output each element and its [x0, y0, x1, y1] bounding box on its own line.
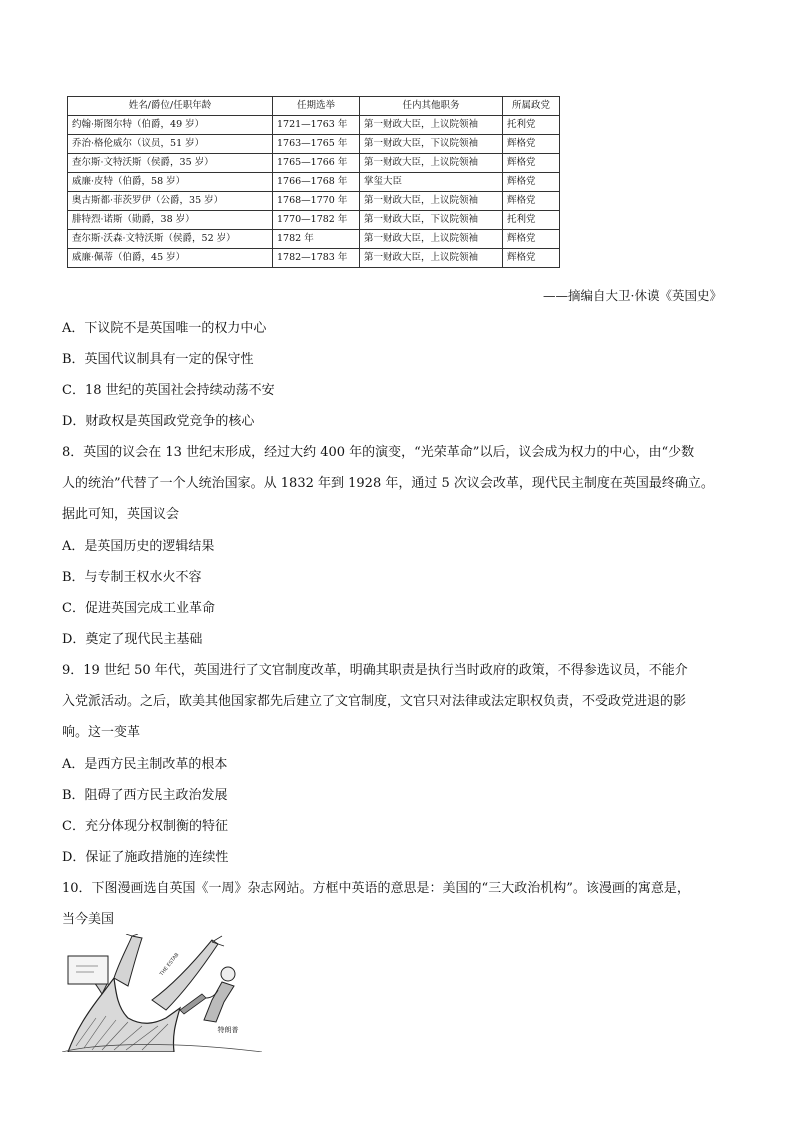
table-row [68, 192, 560, 211]
table-row [68, 173, 560, 192]
table-cell: 1782—1783 年 [273, 249, 360, 268]
table-cell: 1770—1782 年 [273, 211, 360, 230]
q8-stem-line-1: 8．英国的议会在 13 世纪末形成，经过大约 400 年的演变，“光荣革命”以后，议会成为权力的中心，由“少数 [62, 445, 695, 460]
q7-option-b: B．英国代议制具有一定的保守性 [62, 352, 254, 367]
q9-stem-line-1: 9．19 世纪 50 年代，英国进行了文官制度改革，明确其职责是执行当时政府的政策，不得参选议员，不能介 [62, 663, 688, 678]
table-header-cell: 任内其他职务 [360, 97, 503, 116]
table-row [68, 116, 560, 135]
table-row [68, 249, 560, 268]
table-cell: 第一财政大臣，上议院领袖 [360, 154, 503, 173]
table-cell: 第一财政大臣，下议院领袖 [360, 135, 503, 154]
figure-head [221, 967, 235, 981]
q10-stem-line-1: 10．下图漫画选自英国《一周》杂志网站。方框中英语的意思是：美国的“三大政治机构”。该漫画的寓意是， [62, 881, 690, 896]
table-cell: 掌玺大臣 [360, 173, 503, 192]
q9-option-c: C．充分体现分权制衡的特征 [62, 819, 228, 834]
table-cell: 乔治·格伦威尔（议员，51 岁） [68, 135, 273, 154]
table-cell: 托利党 [503, 211, 560, 230]
table-header-cell: 姓名/爵位/任职年龄 [68, 97, 273, 116]
q7-option-c: C．18 世纪的英国社会持续动荡不安 [62, 383, 275, 398]
figure-body [204, 982, 234, 1022]
table-cell: 查尔斯·沃森·文特沃斯（侯爵，52 岁） [68, 230, 273, 249]
table-cell: 第一财政大臣，上议院领袖 [360, 230, 503, 249]
table-cell: 辉格党 [503, 154, 560, 173]
table-cell: 辉格党 [503, 249, 560, 268]
minister-table-container [67, 96, 560, 268]
table-cell: 辉格党 [503, 135, 560, 154]
q8-option-b: B．与专制王权水火不容 [62, 570, 202, 585]
table-cell: 辉格党 [503, 173, 560, 192]
trump-label: 特朗普 [217, 1026, 239, 1034]
q8-stem-line-2: 人的统治”代替了一个人统治国家。从 1832 年到 1928 年，通过 5 次议会改革，现代民主制度在英国最终确立。 [62, 476, 714, 491]
table-cell: 1763—1765 年 [273, 135, 360, 154]
table-row [68, 135, 560, 154]
table-cell: 第一财政大臣，上议院领袖 [360, 192, 503, 211]
table-cell: 1766—1768 年 [273, 173, 360, 192]
table-cell: 辉格党 [503, 192, 560, 211]
table-row [68, 230, 560, 249]
table-cell: 1768—1770 年 [273, 192, 360, 211]
table-cell: 辉格党 [503, 230, 560, 249]
table-cell: 第一财政大臣，上议院领袖 [360, 116, 503, 135]
q9-stem-line-3: 响。这一变革 [62, 725, 141, 740]
table-cell: 约翰·斯图尔特（伯爵，49 岁） [68, 116, 273, 135]
q9-stem-line-2: 入党派活动。之后，欧美其他国家都先后建立了文官制度，文官只对法律或法定职权负责，不受政党进退的影 [62, 694, 687, 709]
table-cell: 奥古斯都·菲茨罗伊（公爵，35 岁） [68, 192, 273, 211]
table-header-cell: 所属政党 [503, 97, 560, 116]
table-cell: 威廉·皮特（伯爵，58 岁） [68, 173, 273, 192]
trunk-text: THE ESTAB [158, 951, 181, 978]
minister-table [67, 96, 560, 268]
upper-branch [114, 936, 142, 986]
table-cell: 腓特烈·诺斯（勋爵，38 岁） [68, 211, 273, 230]
table-cell: 第一财政大臣，上议院领袖 [360, 249, 503, 268]
q9-option-d: D．保证了施政措施的连续性 [62, 850, 229, 865]
table-cell: 1782 年 [273, 230, 360, 249]
table-cell: 威廉·佩蒂（伯爵，45 岁） [68, 249, 273, 268]
q8-option-c: C．促进英国完成工业革命 [62, 601, 215, 616]
table-cell: 第一财政大臣，下议院领袖 [360, 211, 503, 230]
q10-stem-line-2: 当今美国 [62, 912, 115, 927]
saw [180, 994, 206, 1014]
table-row [68, 154, 560, 173]
q8-option-a: A．是英国历史的逻辑结果 [62, 539, 215, 554]
sign-box [68, 956, 108, 984]
table-cell: 1721—1763 年 [273, 116, 360, 135]
q7-option-d: D．财政权是英国政党竞争的核心 [62, 414, 255, 429]
table-header-row [68, 97, 560, 116]
table-cell: 托利党 [503, 116, 560, 135]
table-row [68, 211, 560, 230]
table-header-cell: 任期选举 [273, 97, 360, 116]
table-cell: 1765—1766 年 [273, 154, 360, 173]
q9-option-b: B．阻碍了西方民主政治发展 [62, 788, 228, 803]
table-cell: 查尔斯·文特沃斯（侯爵，35 岁） [68, 154, 273, 173]
q8-stem-line-3: 据此可知，英国议会 [62, 507, 180, 522]
political-cartoon [62, 934, 262, 1052]
q7-option-a: A．下议院不是英国唯一的权力中心 [62, 321, 267, 336]
source-citation: ——摘编自大卫·休谟《英国史》 [543, 288, 722, 303]
q8-option-d: D．奠定了现代民主基础 [62, 632, 203, 647]
tree-trunk [68, 978, 180, 1052]
q9-option-a: A．是西方民主制改革的根本 [62, 757, 228, 772]
